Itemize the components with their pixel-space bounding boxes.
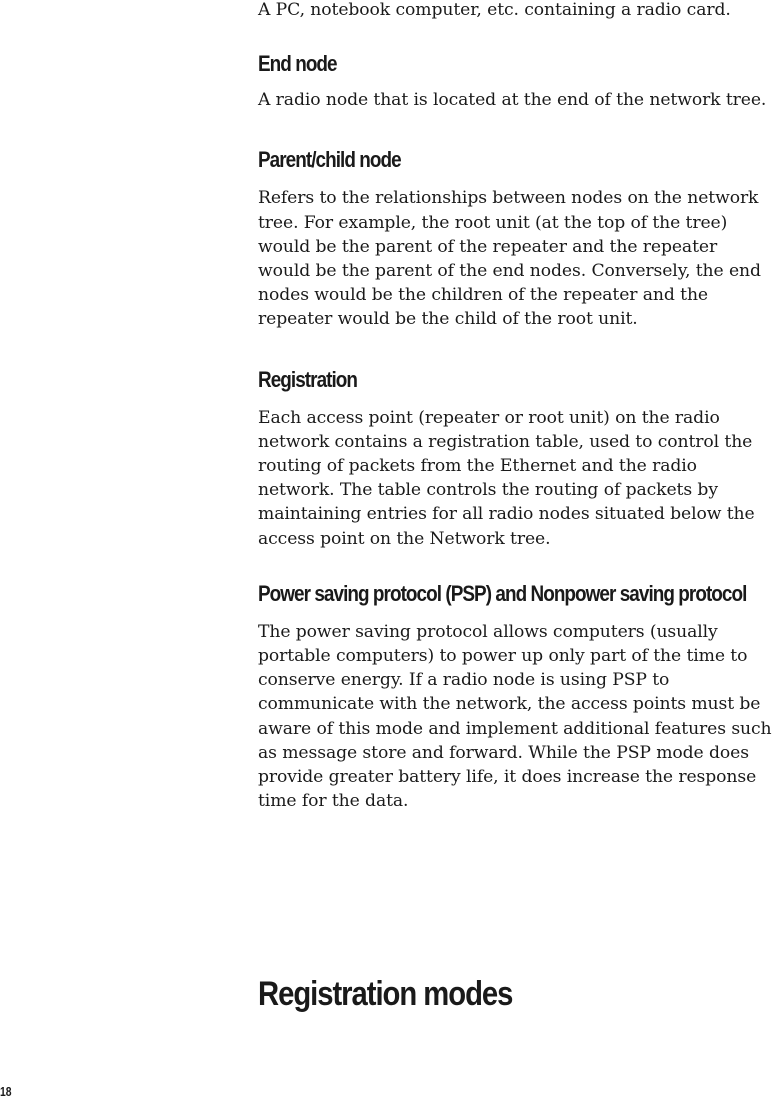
definition-registration: Each access point (repeater or root unit) on the radio network contains a registration table, used to control the routing of packets from the Ethernet and the radio network. The table controls the routing of packets by maintaining entries for all radio nodes situated below the access point on the Network tree.: [258, 407, 755, 549]
term-end-node: End node: [258, 51, 337, 77]
definition-parent-child-node: Refers to the relationships between nodes on the network tree. For example, the root unit (at the top of the tree) would be the parent of the repeater and the repeater would be the parent of the end nodes. Conversely, the end nodes would be the children of the repeater and the repeater would be the child of the root unit.: [258, 188, 761, 330]
term-power-saving-protocol: Power saving protocol (PSP) and Nonpower saving protocol: [258, 580, 747, 606]
intro-paragraph: A PC, notebook computer, etc. containing a radio card.: [258, 0, 731, 20]
definition-power-saving-protocol: The power saving protocol allows computers (usually portable computers) to power up only part of the time to conserve energy. If a radio node is using PSP to communicate with the network, the access points must be aware of this mode and implement additional features such as message store and forward. While the PSP mode does provide greater battery life, it does increase the response time for the data.: [258, 621, 772, 812]
section-title: Registration modes: [258, 975, 513, 1013]
definition-end-node: A radio node that is located at the end of the network tree.: [258, 90, 767, 111]
term-parent-child-node: Parent/child node: [258, 147, 401, 173]
term-registration: Registration: [258, 366, 358, 392]
glossary-column: [258, 0, 774, 813]
page-number: 18: [0, 1084, 12, 1099]
